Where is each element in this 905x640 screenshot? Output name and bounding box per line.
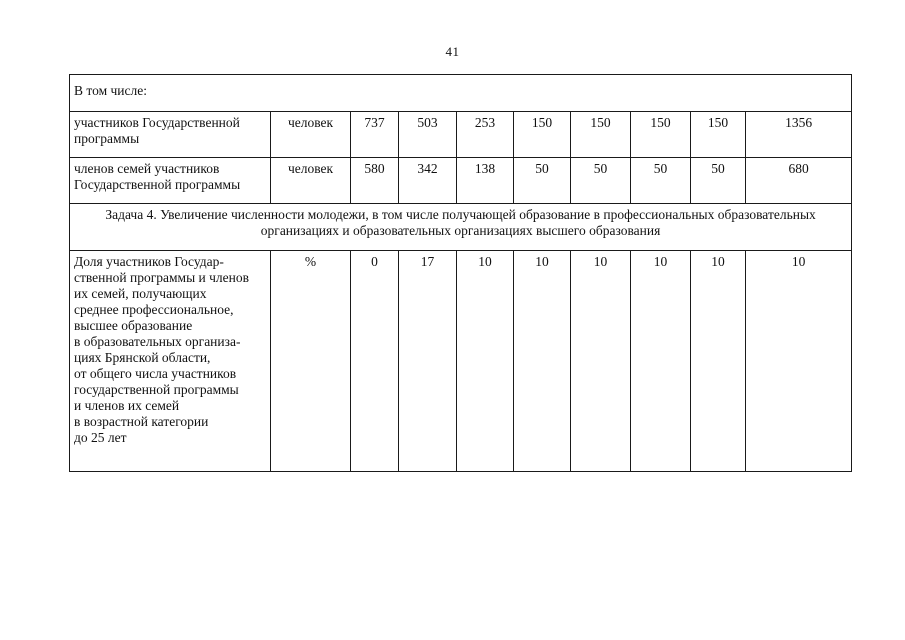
value-cell: 0 bbox=[351, 251, 399, 472]
indicators-table bbox=[69, 74, 852, 472]
value-cell: 150 bbox=[514, 112, 571, 158]
task-heading: Задача 4. Увеличение численности молодежи, в том числе получающей образование в профессиональных образовательных организациях и образовательных организациях высшего образования bbox=[70, 204, 852, 251]
table-row bbox=[70, 251, 852, 472]
row-label: членов семей участников Государственной программы bbox=[70, 158, 271, 204]
value-cell: 138 bbox=[457, 158, 514, 204]
unit-cell: человек bbox=[271, 158, 351, 204]
value-cell: 150 bbox=[571, 112, 631, 158]
value-cell: 342 bbox=[399, 158, 457, 204]
value-cell: 10 bbox=[631, 251, 691, 472]
value-cell: 737 bbox=[351, 112, 399, 158]
value-cell: 503 bbox=[399, 112, 457, 158]
row-label: Доля участников Государ- ственной программы и членов их семей, получающих среднее профессиональное, высшее образование в образовательных организа- циях Брянской области, от общего числа участников государственной программы и членов их семей в возрастной категории до 25 лет bbox=[70, 251, 271, 472]
total-cell: 680 bbox=[746, 158, 852, 204]
section-header: В том числе: bbox=[70, 75, 852, 112]
page-number: 41 bbox=[445, 44, 460, 59]
row-label: участников Государственной программы bbox=[70, 112, 271, 158]
value-cell: 10 bbox=[571, 251, 631, 472]
value-cell: 10 bbox=[514, 251, 571, 472]
table-row bbox=[70, 158, 852, 204]
value-cell: 150 bbox=[691, 112, 746, 158]
total-cell: 10 bbox=[746, 251, 852, 472]
table-row bbox=[70, 75, 852, 112]
unit-cell: человек bbox=[271, 112, 351, 158]
value-cell: 50 bbox=[691, 158, 746, 204]
table-row bbox=[70, 204, 852, 251]
value-cell: 17 bbox=[399, 251, 457, 472]
value-cell: 150 bbox=[631, 112, 691, 158]
value-cell: 50 bbox=[571, 158, 631, 204]
total-cell: 1356 bbox=[746, 112, 852, 158]
value-cell: 10 bbox=[691, 251, 746, 472]
unit-cell: % bbox=[271, 251, 351, 472]
value-cell: 50 bbox=[514, 158, 571, 204]
value-cell: 10 bbox=[457, 251, 514, 472]
value-cell: 253 bbox=[457, 112, 514, 158]
value-cell: 50 bbox=[631, 158, 691, 204]
value-cell: 580 bbox=[351, 158, 399, 204]
table-row bbox=[70, 112, 852, 158]
